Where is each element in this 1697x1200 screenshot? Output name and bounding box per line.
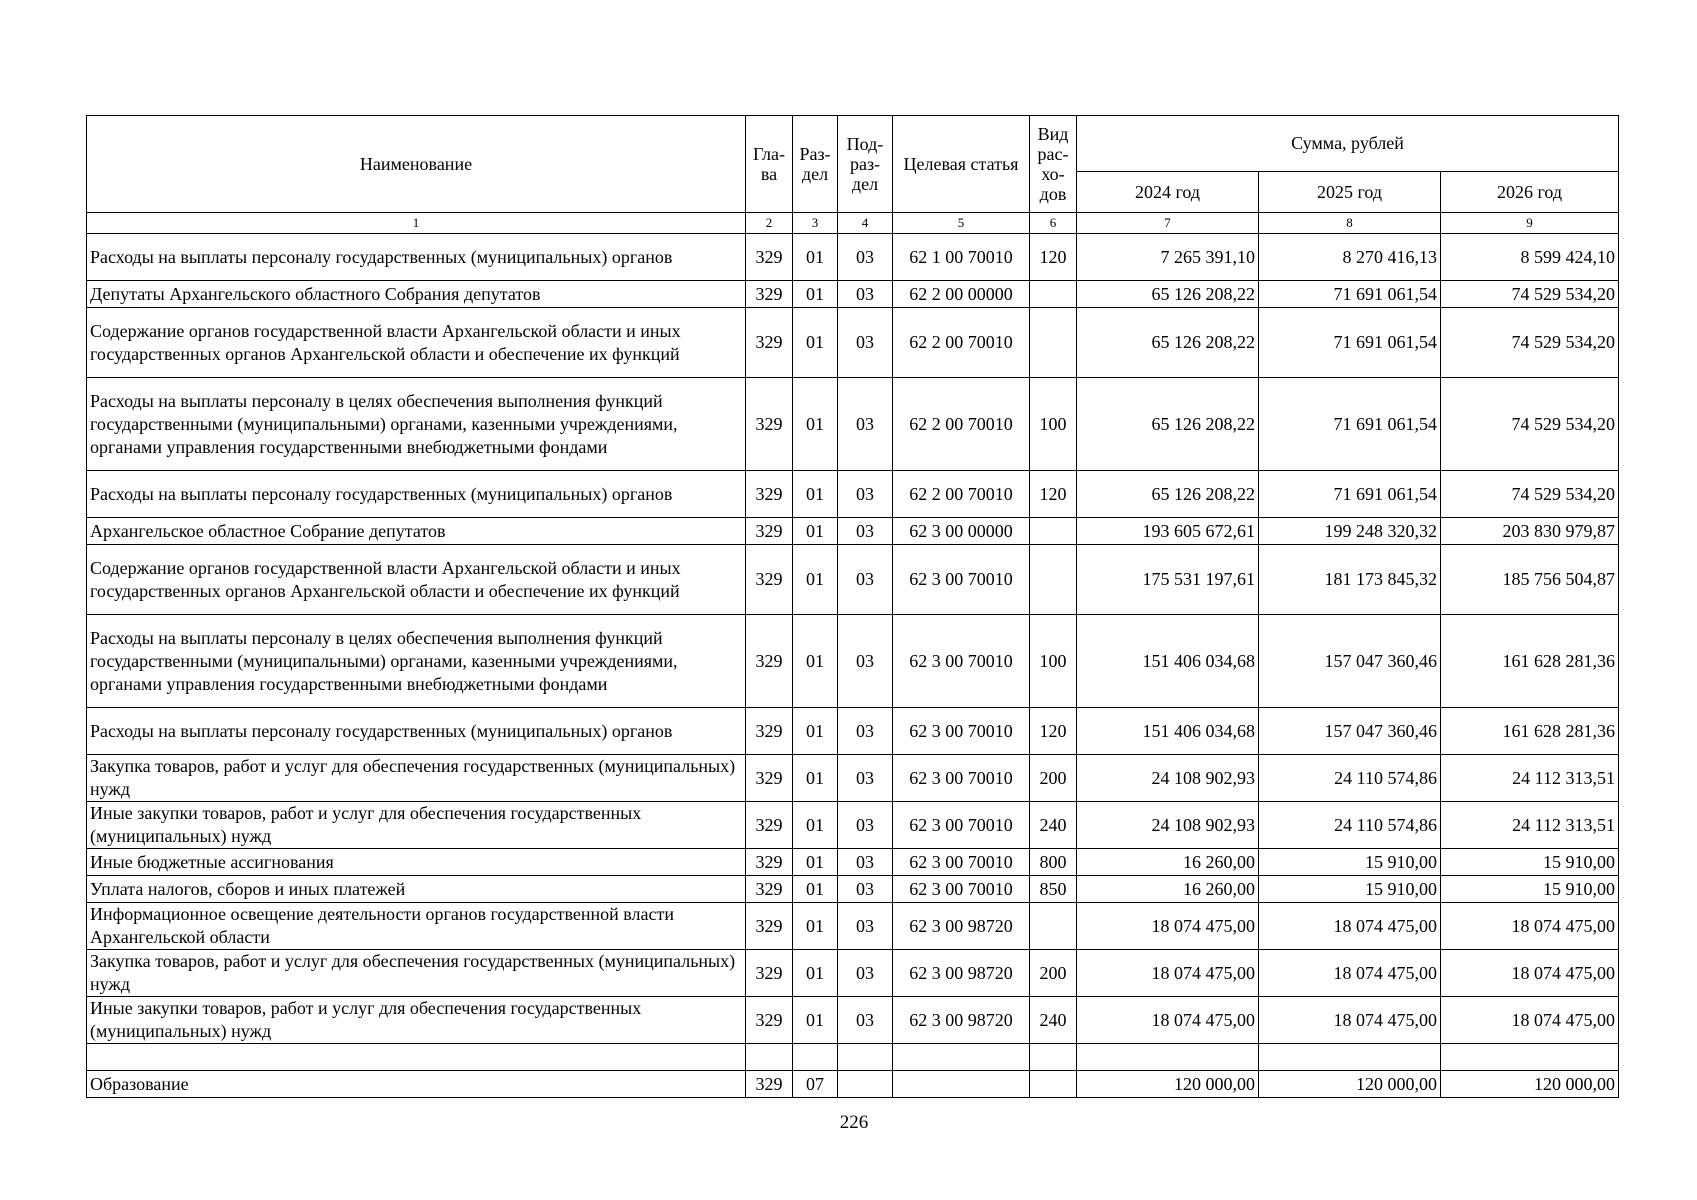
cell-amount-2025: 71 691 061,54 [1259, 471, 1441, 518]
cell-amount-2026: 15 910,00 [1441, 849, 1619, 876]
cell-tselevaya-statya: 62 3 00 98720 [893, 997, 1030, 1044]
cell-vid-rashodov: 850 [1030, 876, 1077, 903]
cell-glava: 329 [746, 802, 793, 849]
cell-razdel: 01 [793, 950, 838, 997]
table-row [87, 1071, 1619, 1098]
cell-amount-2024: 175 531 197,61 [1077, 545, 1259, 615]
cell-amount-2026: 15 910,00 [1441, 876, 1619, 903]
cell-glava: 329 [746, 903, 793, 950]
column-number: 9 [1441, 213, 1619, 234]
table-row [87, 1044, 1619, 1071]
cell-amount-2024: 120 000,00 [1077, 1071, 1259, 1098]
header-vid-rashodov: Вид рас-хо-дов [1030, 116, 1077, 213]
cell-amount-2025: 120 000,00 [1259, 1071, 1441, 1098]
page-number: 226 [839, 1112, 869, 1133]
column-number: 6 [1030, 213, 1077, 234]
table-row [87, 281, 1619, 308]
cell-amount-2026: 24 112 313,51 [1441, 755, 1619, 802]
cell-name: Депутаты Архангельского областного Собрания депутатов [87, 281, 746, 308]
cell-podrazdel: 03 [838, 849, 893, 876]
cell-amount-2024: 24 108 902,93 [1077, 755, 1259, 802]
cell-amount-2025: 24 110 574,86 [1259, 755, 1441, 802]
cell-amount-2026: 74 529 534,20 [1441, 378, 1619, 471]
cell-razdel: 01 [793, 755, 838, 802]
cell-amount-2024: 65 126 208,22 [1077, 308, 1259, 378]
cell-amount-2026: 74 529 534,20 [1441, 281, 1619, 308]
cell-podrazdel: 03 [838, 518, 893, 545]
cell-tselevaya-statya: 62 2 00 00000 [893, 281, 1030, 308]
cell-vid-rashodov: 100 [1030, 378, 1077, 471]
cell-name: Закупка товаров, работ и услуг для обеспечения государственных (муниципальных) нужд [87, 755, 746, 802]
cell-razdel: 01 [793, 849, 838, 876]
cell-tselevaya-statya: 62 3 00 70010 [893, 849, 1030, 876]
cell-name: Содержание органов государственной власти Архангельской области и иных государственных органов Архангельской области и обеспечение их функций [87, 545, 746, 615]
cell-tselevaya-statya: 62 3 00 70010 [893, 708, 1030, 755]
cell-amount-2026: 203 830 979,87 [1441, 518, 1619, 545]
cell-razdel: 01 [793, 876, 838, 903]
cell-amount-2025: 18 074 475,00 [1259, 997, 1441, 1044]
header-year-2024: 2024 год [1077, 172, 1259, 213]
cell-amount-2026: 161 628 281,36 [1441, 615, 1619, 708]
table-row [87, 234, 1619, 281]
cell-podrazdel: 03 [838, 234, 893, 281]
header-name: Наименование [87, 116, 746, 213]
cell-vid-rashodov: 120 [1030, 234, 1077, 281]
cell-podrazdel [838, 1044, 893, 1071]
cell-tselevaya-statya: 62 3 00 70010 [893, 876, 1030, 903]
header-razdel: Раз-дел [793, 116, 838, 213]
cell-name: Содержание органов государственной власти Архангельской области и иных государственных органов Архангельской области и обеспечение их функций [87, 308, 746, 378]
cell-glava: 329 [746, 378, 793, 471]
column-number-row [87, 213, 1619, 234]
cell-amount-2026: 74 529 534,20 [1441, 471, 1619, 518]
cell-razdel: 01 [793, 997, 838, 1044]
cell-razdel: 01 [793, 903, 838, 950]
table-row [87, 755, 1619, 802]
cell-glava: 329 [746, 950, 793, 997]
cell-name: Уплата налогов, сборов и иных платежей [87, 876, 746, 903]
cell-razdel: 01 [793, 518, 838, 545]
cell-razdel: 07 [793, 1071, 838, 1098]
cell-amount-2026: 74 529 534,20 [1441, 308, 1619, 378]
cell-podrazdel: 03 [838, 545, 893, 615]
table-row [87, 708, 1619, 755]
cell-glava: 329 [746, 997, 793, 1044]
cell-amount-2025: 15 910,00 [1259, 849, 1441, 876]
cell-amount-2024: 16 260,00 [1077, 849, 1259, 876]
cell-tselevaya-statya [893, 1071, 1030, 1098]
cell-amount-2025: 8 270 416,13 [1259, 234, 1441, 281]
cell-amount-2026: 161 628 281,36 [1441, 708, 1619, 755]
table-row [87, 903, 1619, 950]
table-row [87, 849, 1619, 876]
table-row [87, 876, 1619, 903]
cell-amount-2024: 7 265 391,10 [1077, 234, 1259, 281]
table-row [87, 378, 1619, 471]
column-number: 1 [87, 213, 746, 234]
table-row [87, 471, 1619, 518]
cell-vid-rashodov: 120 [1030, 708, 1077, 755]
header-podrazdel: Под-раз-дел [838, 116, 893, 213]
cell-name: Архангельское областное Собрание депутатов [87, 518, 746, 545]
budget-table [86, 115, 1619, 1098]
cell-tselevaya-statya: 62 3 00 00000 [893, 518, 1030, 545]
cell-amount-2024: 151 406 034,68 [1077, 708, 1259, 755]
cell-amount-2025: 157 047 360,46 [1259, 615, 1441, 708]
cell-tselevaya-statya: 62 2 00 70010 [893, 378, 1030, 471]
cell-vid-rashodov: 240 [1030, 997, 1077, 1044]
header-tselevaya-statya: Целевая статья [893, 116, 1030, 213]
cell-name: Расходы на выплаты персоналу государственных (муниципальных) органов [87, 708, 746, 755]
cell-razdel: 01 [793, 545, 838, 615]
cell-name: Расходы на выплаты персоналу государственных (муниципальных) органов [87, 471, 746, 518]
column-number: 4 [838, 213, 893, 234]
cell-name: Закупка товаров, работ и услуг для обеспечения государственных (муниципальных) нужд [87, 950, 746, 997]
cell-vid-rashodov [1030, 518, 1077, 545]
cell-tselevaya-statya: 62 3 00 70010 [893, 545, 1030, 615]
cell-vid-rashodov: 200 [1030, 755, 1077, 802]
cell-podrazdel: 03 [838, 950, 893, 997]
cell-amount-2024: 65 126 208,22 [1077, 281, 1259, 308]
cell-amount-2025: 71 691 061,54 [1259, 281, 1441, 308]
cell-name: Расходы на выплаты персоналу в целях обеспечения выполнения функций государственными (муниципальными) органами, казенными учреждениями, органами управления государственными внебюджетными фондами [87, 378, 746, 471]
cell-razdel: 01 [793, 615, 838, 708]
cell-vid-rashodov: 800 [1030, 849, 1077, 876]
table-row [87, 802, 1619, 849]
column-number: 7 [1077, 213, 1259, 234]
cell-glava [746, 1044, 793, 1071]
cell-amount-2024: 18 074 475,00 [1077, 903, 1259, 950]
cell-vid-rashodov: 120 [1030, 471, 1077, 518]
cell-amount-2024: 18 074 475,00 [1077, 950, 1259, 997]
table-row [87, 545, 1619, 615]
cell-vid-rashodov [1030, 1044, 1077, 1071]
cell-tselevaya-statya: 62 2 00 70010 [893, 471, 1030, 518]
cell-razdel: 01 [793, 281, 838, 308]
cell-amount-2024 [1077, 1044, 1259, 1071]
cell-name: Иные закупки товаров, работ и услуг для обеспечения государственных (муниципальных) нужд [87, 997, 746, 1044]
cell-amount-2026: 120 000,00 [1441, 1071, 1619, 1098]
cell-tselevaya-statya: 62 3 00 98720 [893, 903, 1030, 950]
cell-podrazdel: 03 [838, 471, 893, 518]
cell-name: Образование [87, 1071, 746, 1098]
cell-glava: 329 [746, 708, 793, 755]
cell-glava: 329 [746, 234, 793, 281]
cell-tselevaya-statya: 62 2 00 70010 [893, 308, 1030, 378]
table-row [87, 518, 1619, 545]
cell-amount-2025: 181 173 845,32 [1259, 545, 1441, 615]
cell-amount-2026: 18 074 475,00 [1441, 950, 1619, 997]
cell-amount-2025: 71 691 061,54 [1259, 378, 1441, 471]
cell-vid-rashodov [1030, 1071, 1077, 1098]
cell-amount-2025: 18 074 475,00 [1259, 903, 1441, 950]
cell-amount-2024: 151 406 034,68 [1077, 615, 1259, 708]
header-year-2026: 2026 год [1441, 172, 1619, 213]
table-row [87, 615, 1619, 708]
table-row [87, 950, 1619, 997]
cell-vid-rashodov [1030, 903, 1077, 950]
cell-vid-rashodov: 100 [1030, 615, 1077, 708]
cell-name: Расходы на выплаты персоналу государственных (муниципальных) органов [87, 234, 746, 281]
cell-amount-2026: 18 074 475,00 [1441, 997, 1619, 1044]
cell-podrazdel: 03 [838, 708, 893, 755]
cell-amount-2026: 8 599 424,10 [1441, 234, 1619, 281]
cell-glava: 329 [746, 308, 793, 378]
cell-amount-2025: 18 074 475,00 [1259, 950, 1441, 997]
cell-amount-2024: 65 126 208,22 [1077, 471, 1259, 518]
cell-amount-2026: 185 756 504,87 [1441, 545, 1619, 615]
cell-razdel: 01 [793, 471, 838, 518]
cell-name: Информационное освещение деятельности органов государственной власти Архангельской области [87, 903, 746, 950]
cell-tselevaya-statya: 62 1 00 70010 [893, 234, 1030, 281]
cell-vid-rashodov: 200 [1030, 950, 1077, 997]
cell-podrazdel: 03 [838, 802, 893, 849]
cell-glava: 329 [746, 471, 793, 518]
cell-podrazdel: 03 [838, 997, 893, 1044]
cell-amount-2025: 15 910,00 [1259, 876, 1441, 903]
cell-amount-2025: 71 691 061,54 [1259, 308, 1441, 378]
cell-amount-2024: 24 108 902,93 [1077, 802, 1259, 849]
header-summa: Сумма, рублей [1077, 116, 1619, 172]
cell-glava: 329 [746, 849, 793, 876]
cell-podrazdel: 03 [838, 903, 893, 950]
cell-amount-2025: 157 047 360,46 [1259, 708, 1441, 755]
cell-glava: 329 [746, 755, 793, 802]
cell-name: Расходы на выплаты персоналу в целях обеспечения выполнения функций государственными (муниципальными) органами, казенными учреждениями, органами управления государственными внебюджетными фондами [87, 615, 746, 708]
cell-name: Иные закупки товаров, работ и услуг для обеспечения государственных (муниципальных) нужд [87, 802, 746, 849]
cell-amount-2025: 24 110 574,86 [1259, 802, 1441, 849]
cell-glava: 329 [746, 281, 793, 308]
cell-vid-rashodov [1030, 545, 1077, 615]
cell-tselevaya-statya: 62 3 00 70010 [893, 755, 1030, 802]
header-year-2025: 2025 год [1259, 172, 1441, 213]
cell-razdel: 01 [793, 802, 838, 849]
cell-tselevaya-statya: 62 3 00 70010 [893, 615, 1030, 708]
cell-razdel: 01 [793, 708, 838, 755]
cell-podrazdel: 03 [838, 876, 893, 903]
cell-razdel [793, 1044, 838, 1071]
header-glava: Гла-ва [746, 116, 793, 213]
cell-name [87, 1044, 746, 1071]
cell-tselevaya-statya [893, 1044, 1030, 1071]
cell-vid-rashodov: 240 [1030, 802, 1077, 849]
cell-podrazdel [838, 1071, 893, 1098]
cell-amount-2026 [1441, 1044, 1619, 1071]
cell-tselevaya-statya: 62 3 00 98720 [893, 950, 1030, 997]
cell-amount-2024: 65 126 208,22 [1077, 378, 1259, 471]
cell-amount-2026: 24 112 313,51 [1441, 802, 1619, 849]
cell-glava: 329 [746, 518, 793, 545]
cell-vid-rashodov [1030, 281, 1077, 308]
cell-glava: 329 [746, 545, 793, 615]
cell-tselevaya-statya: 62 3 00 70010 [893, 802, 1030, 849]
column-number: 3 [793, 213, 838, 234]
cell-amount-2024: 16 260,00 [1077, 876, 1259, 903]
cell-razdel: 01 [793, 378, 838, 471]
column-number: 5 [893, 213, 1030, 234]
cell-razdel: 01 [793, 234, 838, 281]
column-number: 8 [1259, 213, 1441, 234]
table-row [87, 308, 1619, 378]
cell-amount-2026: 18 074 475,00 [1441, 903, 1619, 950]
cell-glava: 329 [746, 876, 793, 903]
column-number: 2 [746, 213, 793, 234]
cell-name: Иные бюджетные ассигнования [87, 849, 746, 876]
cell-podrazdel: 03 [838, 755, 893, 802]
cell-podrazdel: 03 [838, 378, 893, 471]
cell-amount-2025 [1259, 1044, 1441, 1071]
cell-amount-2025: 199 248 320,32 [1259, 518, 1441, 545]
cell-podrazdel: 03 [838, 615, 893, 708]
cell-amount-2024: 18 074 475,00 [1077, 997, 1259, 1044]
cell-amount-2024: 193 605 672,61 [1077, 518, 1259, 545]
cell-podrazdel: 03 [838, 308, 893, 378]
cell-glava: 329 [746, 615, 793, 708]
cell-razdel: 01 [793, 308, 838, 378]
cell-vid-rashodov [1030, 308, 1077, 378]
cell-podrazdel: 03 [838, 281, 893, 308]
table-row [87, 997, 1619, 1044]
cell-glava: 329 [746, 1071, 793, 1098]
